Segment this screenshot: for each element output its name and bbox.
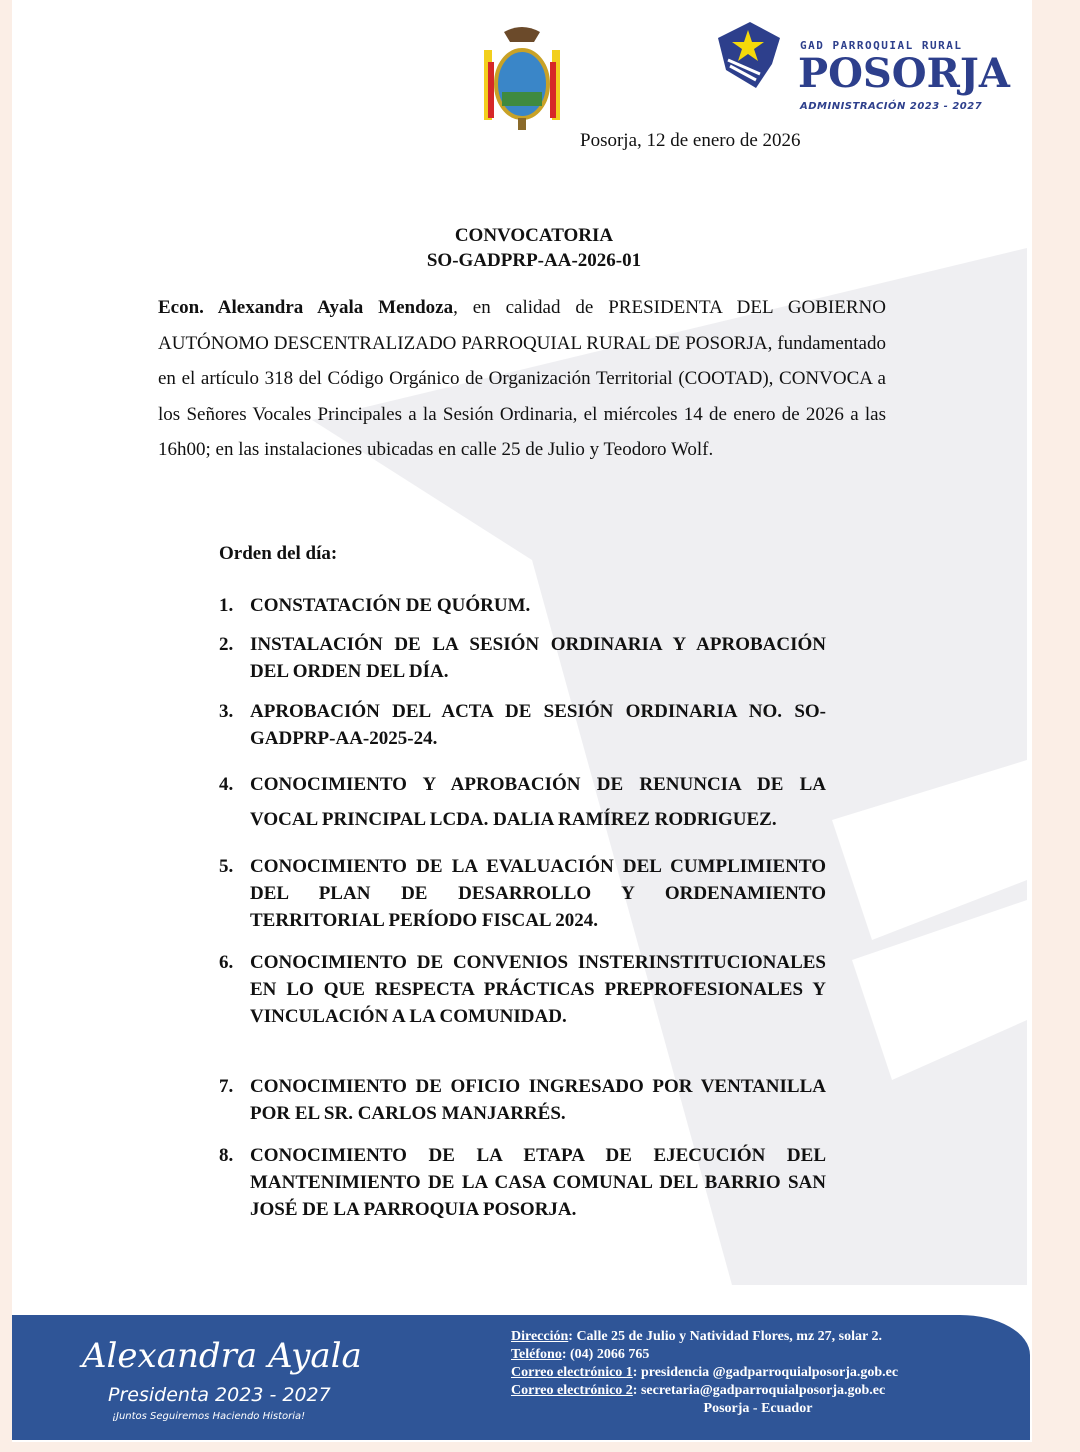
slogan: ¡Juntos Seguiremos Haciendo Historia! bbox=[112, 1411, 306, 1422]
agenda-item-number: 8. bbox=[219, 1145, 234, 1166]
agenda-item-text: CONOCIMIENTO DE OFICIO INGRESADO POR VENTANILLA POR EL SR. CARLOS MANJARRÉS. bbox=[250, 1076, 826, 1124]
document-code: SO-GADPRP-AA-2026-01 bbox=[426, 250, 642, 271]
agenda-item-text: CONOCIMIENTO Y APROBACIÓN DE RENUNCIA DE LA VOCAL PRINCIPAL LCDA. DALIA RAMÍREZ RODRIGUEZ. bbox=[250, 774, 826, 830]
agenda-item-number: 4. bbox=[219, 774, 234, 795]
orden-del-dia-label: Orden del día: bbox=[219, 543, 338, 564]
agenda-item bbox=[219, 631, 826, 685]
document-page bbox=[12, 0, 1032, 1442]
agenda-item-text: INSTALACIÓN DE LA SESIÓN ORDINARIA Y APROBACIÓN DEL ORDEN DEL DÍA. bbox=[250, 634, 826, 682]
agenda-item-text: CONSTATACIÓN DE QUÓRUM. bbox=[250, 595, 531, 616]
agenda-item-text: APROBACIÓN DEL ACTA DE SESIÓN ORDINARIA NO. SO-GADPRP-AA-2025-24. bbox=[250, 701, 826, 749]
agenda-item-number: 3. bbox=[219, 701, 234, 722]
email2-link: Correo electrónico 2 bbox=[511, 1383, 633, 1398]
agenda-item-number: 5. bbox=[219, 856, 234, 877]
agenda-item bbox=[219, 767, 826, 837]
president-role: Presidenta 2023 - 2027 bbox=[108, 1384, 331, 1406]
president-name: Econ. Alexandra Ayala Mendoza bbox=[158, 297, 454, 318]
agenda-item-number: 2. bbox=[219, 634, 234, 655]
coat-of-arms-emblem bbox=[474, 22, 570, 132]
intro-paragraph: Econ. Alexandra Ayala Mendoza, en calidad de PRESIDENTA DEL GOBIERNO AUTÓNOMO DESCENTRALIZADO PARROQUIAL RURAL DE POSORJA, fundamentado en el artículo 318 del Código Orgánico de Organización Territorial (COOTAD), CONVOCA a los Señores Vocales Principales a la Sesión Ordinaria, el miércoles 14 de enero de 2026 a las 16h00; en las instalaciones ubicadas en calle 25 de Julio y Teodoro Wolf. bbox=[158, 297, 886, 460]
star-shield-icon bbox=[716, 20, 782, 90]
agenda-item-text: CONOCIMIENTO DE LA EVALUACIÓN DEL CUMPLIMIENTO DEL PLAN DE DESARROLLO Y ORDENAMIENTO TERRITORIAL PERÍODO FISCAL 2024. bbox=[250, 856, 826, 931]
agenda-item bbox=[219, 1142, 826, 1223]
agenda-item bbox=[219, 949, 826, 1030]
signature-logo: Alexandra Ayala bbox=[82, 1336, 362, 1376]
document-date: Posorja, 12 de enero de 2026 bbox=[580, 130, 801, 151]
agenda-item-text: CONOCIMIENTO DE LA ETAPA DE EJECUCIÓN DEL MANTENIMIENTO DE LA CASA COMUNAL DEL BARRIO SAN JOSÉ DE LA PARROQUIA POSORJA. bbox=[250, 1145, 826, 1220]
agenda-item-number: 1. bbox=[219, 595, 234, 616]
contact-info: Dirección: Calle 25 de Julio y Natividad Flores, mz 27, solar 2. Teléfono: (04) 2066 765 Correo electrónico 1: presidencia @gadparroquialposorja.gob.ec Correo electrónico 2: secretaria@gadparroquialposorja.gob.ec Posorja - Ecuador bbox=[511, 1329, 899, 1416]
agenda-item bbox=[219, 853, 826, 934]
email1-link: Correo electrónico 1 bbox=[511, 1365, 633, 1380]
agenda-item bbox=[219, 592, 826, 619]
document-title: CONVOCATORIA bbox=[454, 225, 614, 246]
agenda-item-number: 6. bbox=[219, 952, 234, 973]
agenda-item bbox=[219, 698, 826, 752]
agenda-item-text: CONOCIMIENTO DE CONVENIOS INSTERINSTITUCIONALES EN LO QUE RESPECTA PRÁCTICAS PREPROFESIONALES Y VINCULACIÓN A LA COMUNIDAD. bbox=[250, 952, 826, 1027]
agenda-item bbox=[219, 1073, 826, 1127]
gad-posorja-logo: GAD PARROQUIAL RURAL POSORJA ADMINISTRACIÓN 2023 - 2027 bbox=[716, 20, 996, 115]
agenda-item-number: 7. bbox=[219, 1076, 234, 1097]
